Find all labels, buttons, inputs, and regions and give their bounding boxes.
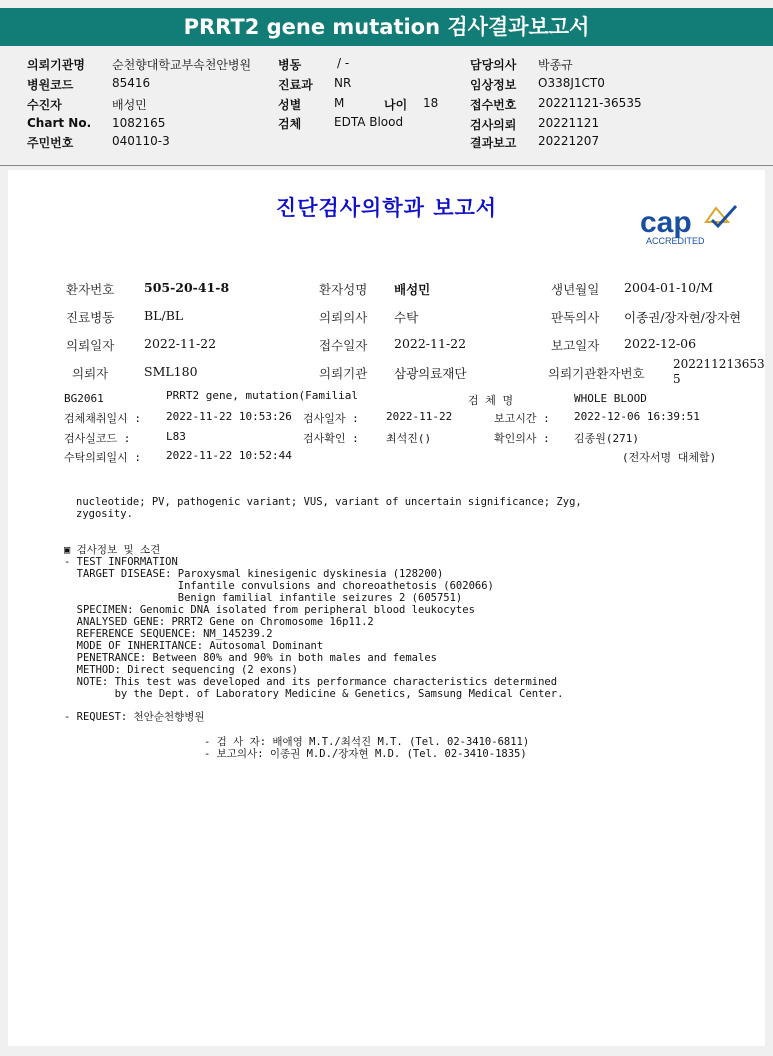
value-lab-code: L83 [166, 430, 186, 443]
value-receipt-date: 2022-11-22 [394, 336, 467, 351]
label-receipt-date: 접수일자 [319, 338, 368, 353]
label-result-date: 결과보고 [470, 136, 517, 150]
abbreviation-note: nucleotide; PV, pathogenic variant; VUS, variant of uncertain significance; Zyg, zygosity. [76, 496, 582, 520]
label-receipt-no: 접수번호 [470, 98, 517, 112]
electronic-signature-note: (전자서명 대체함) [622, 451, 717, 464]
value-requesting-institution: 삼광의료재단 [394, 366, 467, 381]
value-care-ward: BL/BL [144, 308, 184, 323]
value-result-date: 20221207 [538, 134, 600, 148]
label-hospital: 의뢰기관명 [27, 58, 85, 72]
label-dept: 진료과 [278, 78, 313, 92]
value-confirming-doctor: 김종원(271) [574, 432, 639, 445]
request-line: - REQUEST: 천안순천향병원 [64, 711, 205, 723]
value-doctor: 박종규 [538, 58, 573, 72]
value-receipt-no: 20221121-36535 [538, 96, 642, 110]
label-age: 나이 [384, 98, 408, 112]
label-outsource-time: 수탁의뢰일시 : [64, 451, 142, 464]
value-hospital: 순천향대학교부속천안병원 [112, 58, 252, 72]
label-test-confirm: 검사확인 : [303, 432, 359, 445]
label-request-date: 검사의뢰 [470, 118, 517, 132]
value-report-time: 2022-12-06 16:39:51 [574, 410, 700, 423]
label-test-date: 검사일자 : [303, 412, 359, 425]
value-request-date: 20221121 [538, 116, 600, 130]
label-dob: 생년월일 [551, 282, 600, 297]
request-info-header [0, 54, 773, 166]
value-clinical-info: O338J1CT0 [538, 76, 605, 90]
label-collection-time: 검체채취일시 : [64, 412, 142, 425]
label-specimen: 검체 [278, 117, 302, 131]
test-information-section: ▣ 검사정보 및 소견 - TEST INFORMATION TARGET DISEASE: Paroxysmal kinesigenic dyskinesia (128200) Infantile convulsions and choreoathetosis (602066) Benign familial infantile seizures 2 (605751) SPECIMEN: Genomic DNA isolated from peripheral blood leukocytes ANALYSED GENE: PRRT2 Gene on Chromosome 16p11.2 REFERENCE SEQUENCE: NM_145239.2 MODE OF INHERITANCE: Autosomal Dominant PENETRANCE: Between 80% and 90% in both males and females METHOD: Direct sequencing (2 exons) NOTE: This test was developed and its performance characteristics determined by the Dept. of Laboratory Medicine & Genetics, Samsung Medical Center. [64, 544, 564, 700]
label-ward: 병동 [278, 58, 302, 72]
report-title: 진단검사의학과 보고서 [275, 195, 498, 220]
test-code: BG2061 [64, 392, 104, 405]
value-age: 18 [423, 96, 439, 110]
value-patient: 배성민 [112, 98, 147, 112]
value-report-date: 2022-12-06 [624, 336, 697, 351]
label-requesting-doctor: 의뢰의사 [319, 310, 368, 325]
label-doctor: 담당의사 [470, 58, 517, 72]
value-patient-id: 505-20-41-8 [144, 280, 230, 295]
value-institution-patient-no-line2: 5 [673, 372, 681, 386]
value-requester: SML180 [144, 364, 198, 379]
label-care-ward: 진료병동 [66, 310, 115, 325]
label-report-date: 보고일자 [551, 338, 600, 353]
value-dept: NR [334, 76, 352, 90]
report-page [8, 170, 765, 1046]
value-sex: M [334, 96, 345, 110]
report-header-title: PRRT2 gene mutation 검사결과보고서 [0, 8, 773, 46]
label-patient-name: 환자성명 [319, 282, 368, 297]
label-sex: 성별 [278, 98, 302, 112]
staff-contacts: - 검 사 자: 배애영 M.T./최석진 M.T. (Tel. 02-3410-6811) - 보고의사: 이종권 M.D./장자현 M.D. (Tel. 02-3410-1835) [204, 736, 530, 760]
value-ward: / - [337, 56, 350, 70]
value-resident-no: 040110-3 [112, 134, 170, 148]
label-patient: 수진자 [27, 98, 62, 112]
value-test-date: 2022-11-22 [386, 410, 453, 423]
value-request-date: 2022-11-22 [144, 336, 217, 351]
value-specimen-name: WHOLE BLOOD [574, 392, 647, 405]
value-hospital-code: 85416 [112, 76, 151, 90]
label-confirming-doctor: 확인의사 : [494, 432, 550, 445]
label-reading-doctor: 판독의사 [551, 310, 600, 325]
label-clinical-info: 임상정보 [470, 78, 517, 92]
value-collection-time: 2022-11-22 10:53:26 [166, 410, 292, 423]
value-reading-doctor: 이종권/장자현/장자현 [624, 310, 742, 325]
cap-logo-text: cap [640, 206, 692, 239]
header-divider [0, 165, 773, 166]
value-patient-name: 배성민 [394, 282, 431, 297]
label-specimen-name: 검 체 명 [468, 394, 514, 407]
value-specimen: EDTA Blood [334, 115, 404, 129]
value-dob: 2004-01-10/M [624, 280, 714, 295]
label-patient-id: 환자번호 [66, 282, 115, 297]
value-requesting-doctor: 수탁 [394, 310, 419, 325]
value-outsource-time: 2022-11-22 10:52:44 [166, 449, 292, 462]
label-requesting-institution: 의뢰기관 [319, 366, 368, 381]
test-name: PRRT2 gene, mutation(Familial [166, 389, 359, 402]
label-institution-patient-no: 의뢰기관환자번호 [548, 366, 645, 381]
cap-accredited-logo [640, 200, 750, 250]
label-chart-no: Chart No. [27, 116, 92, 130]
label-request-date: 의뢰일자 [66, 338, 115, 353]
label-report-time: 보고시간 : [494, 412, 550, 425]
value-test-confirm: 최석진() [386, 432, 432, 445]
label-resident-no: 주민번호 [27, 136, 74, 150]
value-chart-no: 1082165 [112, 116, 166, 130]
label-lab-code: 검사실코드 : [64, 432, 131, 445]
label-hospital-code: 병원코드 [27, 78, 74, 92]
label-requester: 의뢰자 [72, 366, 109, 381]
value-institution-patient-no-line1: 202211213653 [673, 357, 765, 371]
cap-accredited-text: ACCREDITED [646, 236, 705, 246]
